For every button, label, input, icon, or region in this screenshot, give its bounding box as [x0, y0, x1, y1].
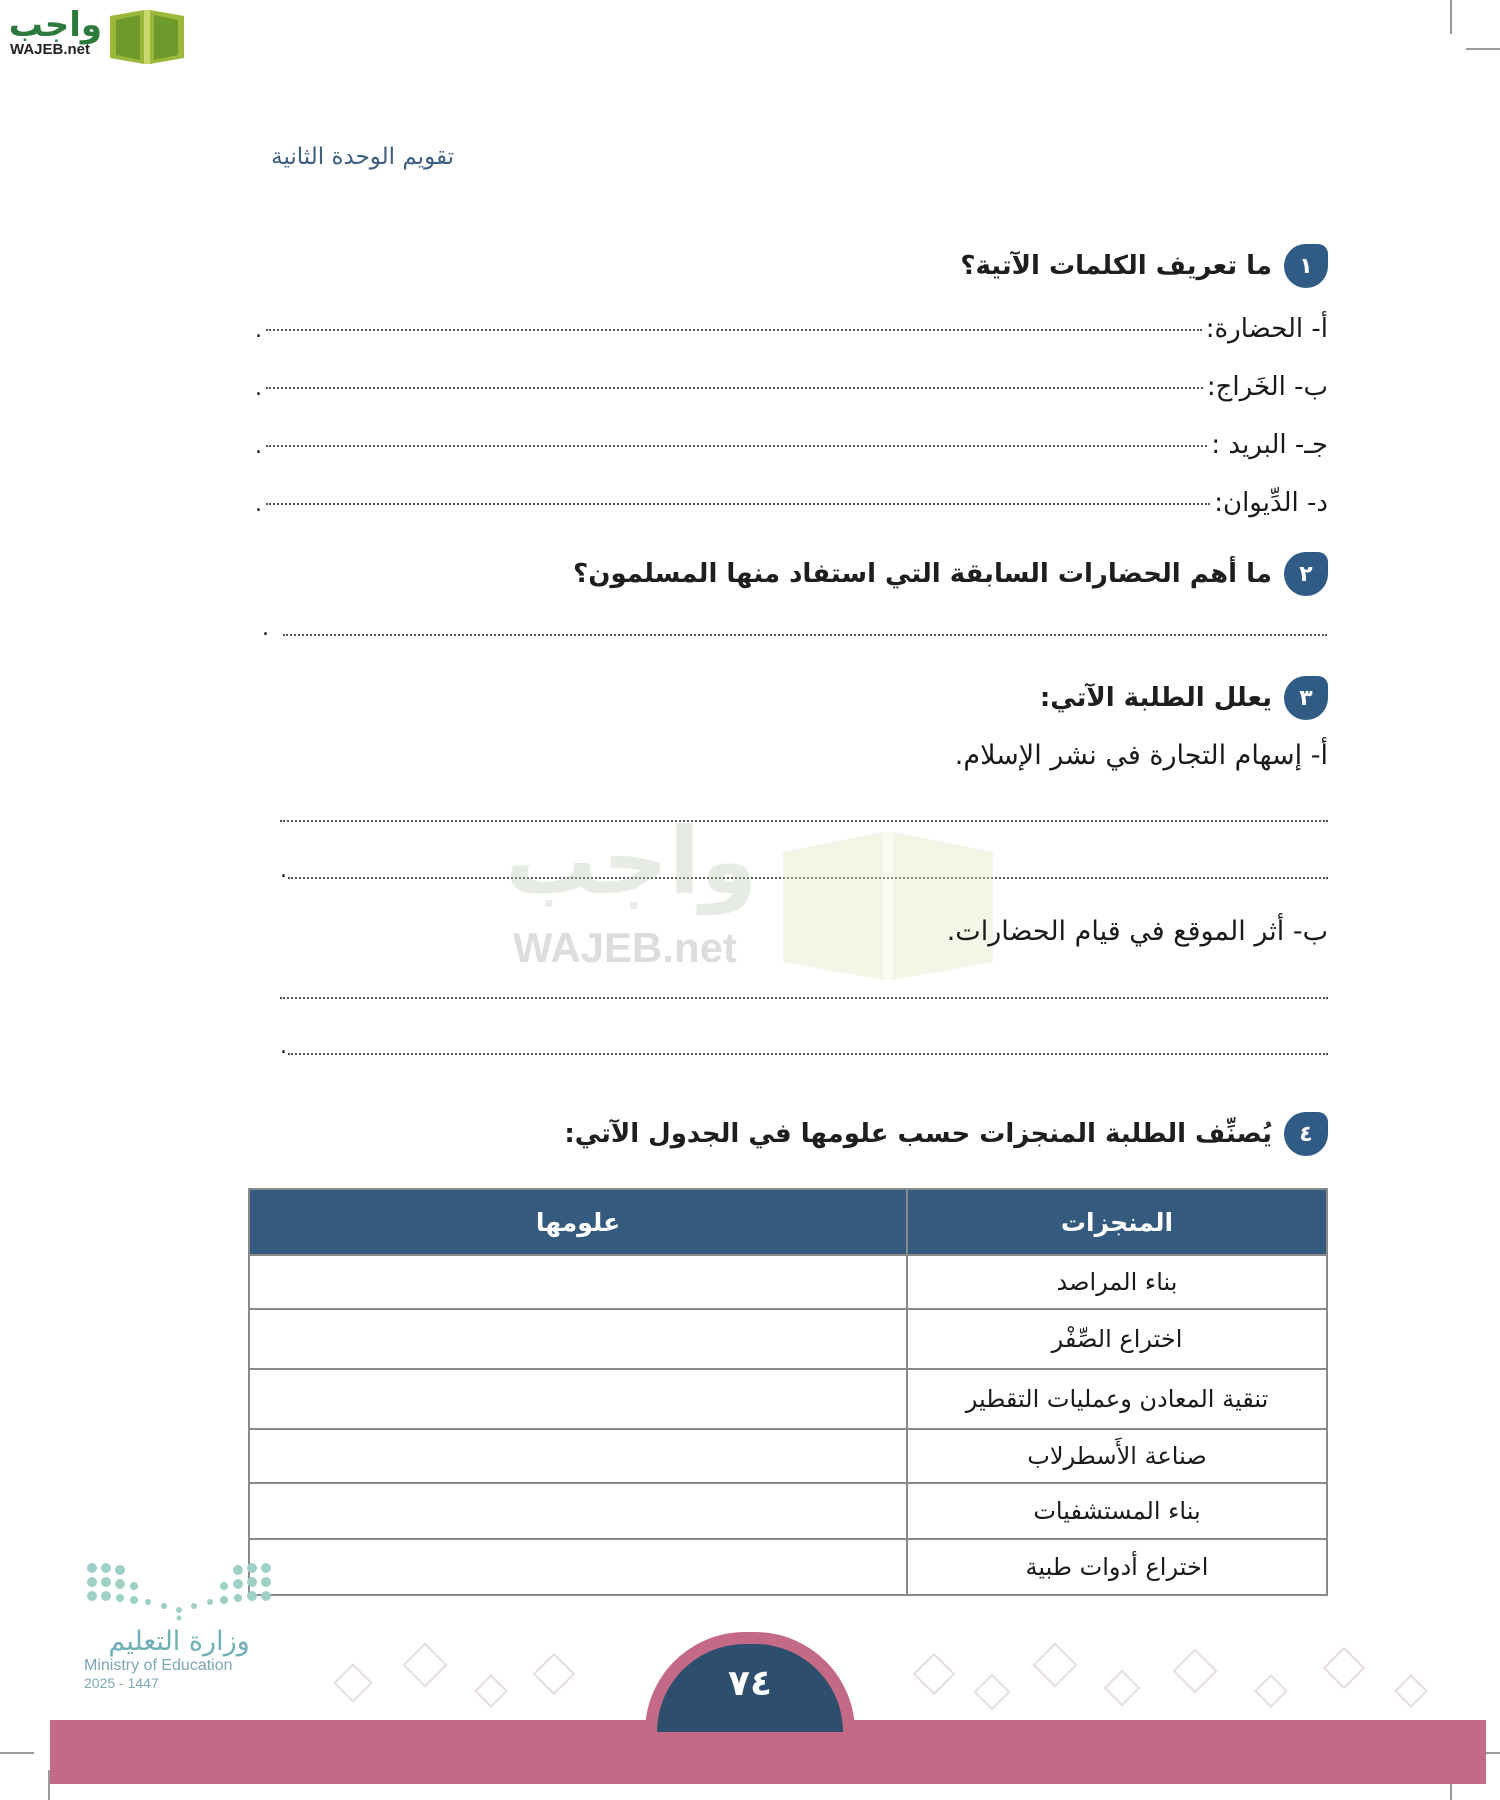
- reason-prompt: ب- أثر الموقع في قيام الحضارات.: [946, 916, 1328, 947]
- question-3: [1040, 676, 1328, 720]
- table-header-row: [249, 1189, 1327, 1255]
- science-answer-cell[interactable]: [249, 1369, 907, 1429]
- line-end-mark: .: [280, 858, 287, 883]
- question-number-badge: ٤: [1284, 1112, 1328, 1156]
- achievements-table: [248, 1188, 1328, 1596]
- answer-dotted-line: [266, 503, 1210, 505]
- line-end-mark: .: [255, 318, 262, 343]
- ministry-logo: [84, 1560, 274, 1691]
- table-row: [249, 1255, 1327, 1309]
- definition-label: أ- الحضارة:: [1205, 314, 1328, 344]
- line-end-mark: .: [255, 376, 262, 401]
- table-row: [249, 1309, 1327, 1369]
- question-text: ما أهم الحضارات السابقة التي استفاد منها المسلمون؟: [573, 559, 1272, 589]
- brand-logo[interactable]: [8, 5, 102, 58]
- question-text: يُصنِّف الطلبة المنجزات حسب علومها في الجدول الآتي:: [564, 1119, 1272, 1149]
- table-row: [249, 1483, 1327, 1539]
- definition-line[interactable]: [255, 488, 1328, 518]
- table-row: [249, 1539, 1327, 1595]
- definition-label: جـ- البريد :: [1211, 430, 1328, 460]
- brand-name-en: WAJEB.net: [10, 41, 91, 58]
- definition-label: ب- الخَراج:: [1206, 372, 1328, 402]
- definition-label: د- الدِّيوان:: [1214, 488, 1328, 518]
- science-answer-cell[interactable]: [249, 1429, 907, 1483]
- science-answer-cell[interactable]: [249, 1539, 907, 1595]
- line-end-mark: .: [255, 492, 262, 517]
- question-number-badge: ١: [1284, 244, 1328, 288]
- line-end-mark: .: [280, 1034, 287, 1059]
- definition-line[interactable]: [255, 430, 1328, 460]
- question-2: [573, 552, 1328, 596]
- definition-line[interactable]: [255, 314, 1328, 344]
- achievement-cell: اختراع الصِّفْر: [907, 1309, 1327, 1369]
- achievement-cell: تنقية المعادن وعمليات التقطير: [907, 1369, 1327, 1429]
- achievement-cell: بناء المستشفيات: [907, 1483, 1327, 1539]
- achievement-cell: صناعة الأَسطرلاب: [907, 1429, 1327, 1483]
- ministry-name-ar: وزارة التعليم: [108, 1626, 250, 1657]
- column-header-achievements: المنجزات: [907, 1189, 1327, 1255]
- decorative-pattern: [300, 1620, 1480, 1720]
- watermark: [505, 808, 1005, 992]
- crop-mark: [1466, 48, 1500, 50]
- book-icon: [106, 6, 188, 66]
- science-answer-cell[interactable]: [249, 1309, 907, 1369]
- watermark-text-en: WAJEB.net: [513, 924, 738, 971]
- answer-dotted-line: [266, 329, 1202, 331]
- answer-dotted-line[interactable]: [280, 820, 1328, 822]
- reason-prompt: أ- إسهام التجارة في نشر الإسلام.: [954, 740, 1328, 771]
- unit-title: تقويم الوحدة الثانية: [271, 144, 454, 170]
- crop-mark: [1450, 0, 1452, 34]
- crop-mark: [0, 1752, 34, 1754]
- science-answer-cell[interactable]: [249, 1483, 907, 1539]
- answer-dotted-line[interactable]: [288, 877, 1328, 879]
- answer-dotted-line: [266, 387, 1203, 389]
- question-4: [564, 1112, 1328, 1156]
- achievement-cell: بناء المراصد: [907, 1255, 1327, 1309]
- answer-dotted-line: [266, 445, 1207, 447]
- watermark-text-ar: واجب: [505, 808, 758, 915]
- column-header-sciences: علومها: [249, 1189, 907, 1255]
- brand-name-ar: واجب: [8, 5, 102, 45]
- table-row: [249, 1369, 1327, 1429]
- definition-line[interactable]: [255, 372, 1328, 402]
- question-text: ما تعريف الكلمات الآتية؟: [960, 251, 1272, 281]
- table-row: [249, 1429, 1327, 1483]
- question-number-badge: ٢: [1284, 552, 1328, 596]
- line-end-mark: .: [255, 434, 262, 459]
- ministry-dots-icon: [84, 1560, 274, 1622]
- achievement-cell: اختراع أدوات طبية: [907, 1539, 1327, 1595]
- answer-dotted-line[interactable]: [280, 997, 1328, 999]
- science-answer-cell[interactable]: [249, 1255, 907, 1309]
- page-number: ٧٤: [657, 1644, 843, 1732]
- answer-dotted-line[interactable]: [288, 1053, 1328, 1055]
- question-1: [960, 244, 1328, 288]
- question-number-badge: ٣: [1284, 676, 1328, 720]
- watermark-book-icon: [773, 812, 1003, 982]
- question-text: يعلل الطلبة الآتي:: [1039, 683, 1272, 713]
- edition-year: 2025 - 1447: [84, 1675, 159, 1691]
- line-end-mark: .: [262, 616, 269, 641]
- ministry-name-en: Ministry of Education: [84, 1657, 233, 1674]
- answer-dotted-line[interactable]: [283, 634, 1327, 636]
